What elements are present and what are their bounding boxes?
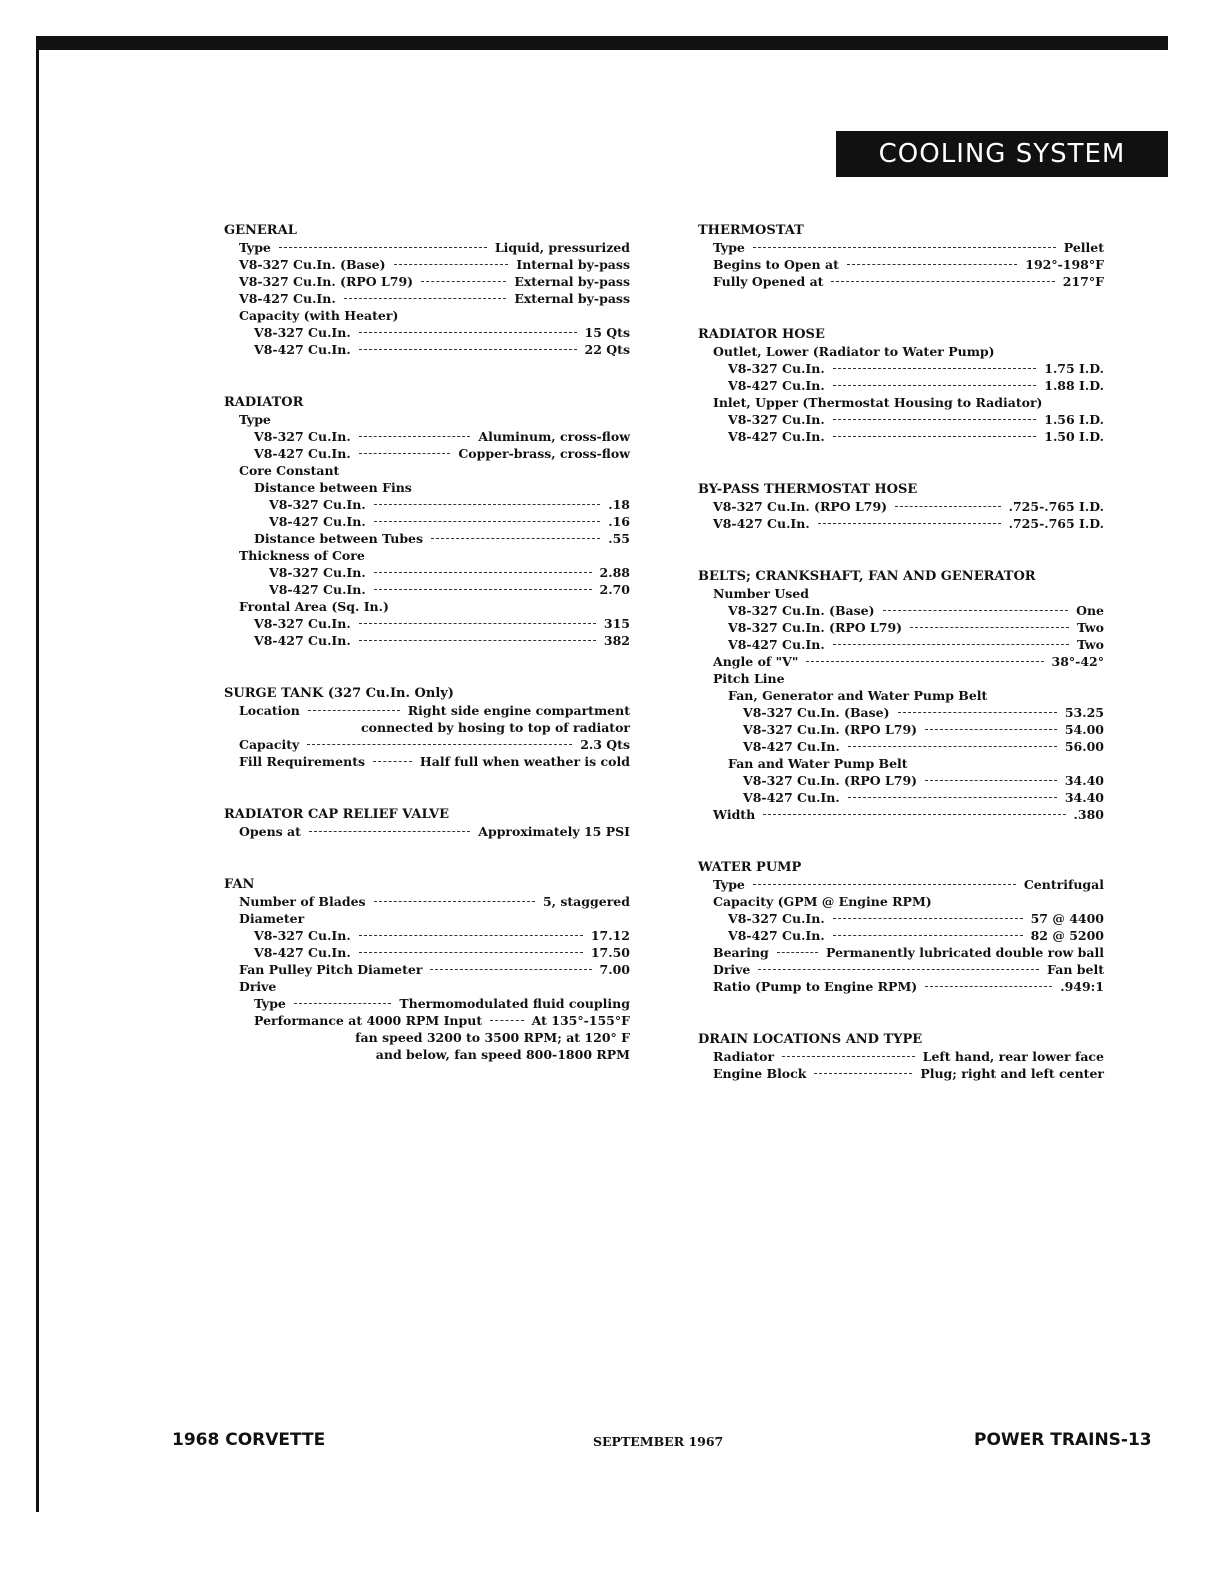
spec-label: Capacity (GPM @ Engine RPM) <box>713 894 932 909</box>
spec-value: Liquid, pressurized <box>494 240 630 255</box>
spec-label: V8-427 Cu.In. <box>254 633 351 648</box>
dot-leader <box>373 761 412 762</box>
spec-value: .949:1 <box>1060 979 1104 994</box>
spec-row <box>224 702 630 719</box>
section <box>698 568 1104 823</box>
spec-row <box>224 564 630 581</box>
spec-row <box>698 772 1104 789</box>
dot-leader <box>782 1056 915 1057</box>
spec-row <box>224 736 630 753</box>
dot-leader <box>374 589 592 590</box>
spec-label: Radiator <box>713 1049 775 1064</box>
spec-label: Drive <box>713 962 751 977</box>
spec-row <box>698 978 1104 995</box>
dot-leader <box>925 780 1057 781</box>
dot-leader <box>777 952 818 953</box>
spec-label: Distance between Fins <box>254 480 412 495</box>
spec-value: 54.00 <box>1064 722 1104 737</box>
dot-leader <box>806 661 1043 662</box>
spec-value: One <box>1076 603 1104 618</box>
spec-row <box>224 411 630 428</box>
spec-row <box>224 290 630 307</box>
spec-label: V8-327 Cu.In. (RPO L79) <box>743 773 918 788</box>
spec-row <box>698 755 1104 772</box>
spec-label: Type <box>239 240 271 255</box>
dot-leader <box>833 918 1023 919</box>
spec-label: Begins to Open at <box>713 257 839 272</box>
spec-row <box>698 428 1104 445</box>
spec-label: V8-327 Cu.In. (RPO L79) <box>743 722 918 737</box>
spec-label: Performance at 4000 RPM Input <box>254 1013 483 1028</box>
spec-value: Two <box>1076 637 1104 652</box>
spec-row <box>224 513 630 530</box>
spec-label: V8-427 Cu.In. <box>728 637 825 652</box>
spec-label: V8-427 Cu.In. <box>728 378 825 393</box>
spec-row <box>698 343 1104 360</box>
dot-leader <box>294 1003 391 1004</box>
spec-label: V8-427 Cu.In. <box>269 514 366 529</box>
spec-label: V8-427 Cu.In. <box>743 790 840 805</box>
dot-leader <box>847 264 1017 265</box>
spec-value: 7.00 <box>599 962 630 977</box>
page-title: COOLING SYSTEM <box>836 131 1168 177</box>
spec-value: 5, staggered <box>542 894 630 909</box>
spec-value: Permanently lubricated double row ball <box>826 945 1104 960</box>
spec-label: V8-427 Cu.In. <box>254 446 351 461</box>
dot-leader <box>279 247 487 248</box>
spec-label: Bearing <box>713 945 769 960</box>
dot-leader <box>898 712 1057 713</box>
section <box>698 481 1104 532</box>
dot-leader <box>833 385 1037 386</box>
dot-leader <box>833 368 1037 369</box>
section <box>224 222 630 358</box>
spec-row <box>698 239 1104 256</box>
dot-leader <box>374 572 592 573</box>
spec-row <box>224 598 630 615</box>
dot-leader <box>833 935 1023 936</box>
spec-label: Location <box>239 703 300 718</box>
spec-value: Fan belt <box>1047 962 1104 977</box>
section-title: RADIATOR CAP RELIEF VALVE <box>224 807 450 822</box>
spec-value: Approximately 15 PSI <box>478 824 630 839</box>
spec-row <box>698 602 1104 619</box>
footer-page-number: POWER TRAINS-13 <box>974 1430 1152 1450</box>
dot-leader <box>359 935 583 936</box>
dot-leader <box>359 952 583 953</box>
spec-row <box>224 479 630 496</box>
spec-label: Fan Pulley Pitch Diameter <box>239 962 423 977</box>
spec-row <box>698 944 1104 961</box>
spec-value: 1.75 I.D. <box>1044 361 1104 376</box>
spec-label: Fully Opened at <box>713 274 824 289</box>
spec-label: V8-327 Cu.In. (Base) <box>728 603 875 618</box>
footer-model: 1968 CORVETTE <box>172 1430 326 1450</box>
spec-value: Plug; right and left center <box>920 1066 1104 1081</box>
spec-label: V8-427 Cu.In. <box>254 945 351 960</box>
spec-label: V8-327 Cu.In. <box>269 497 366 512</box>
spec-value: Left hand, rear lower face <box>922 1049 1104 1064</box>
spec-row <box>224 256 630 273</box>
dot-leader <box>848 797 1057 798</box>
spec-label: Thickness of Core <box>239 548 365 563</box>
spec-value: .16 <box>608 514 630 529</box>
spec-label: Distance between Tubes <box>254 531 424 546</box>
spec-value: External by-pass <box>514 274 630 289</box>
spec-value: 1.88 I.D. <box>1044 378 1104 393</box>
dot-leader <box>818 523 1001 524</box>
spec-label: V8-327 Cu.In. <box>254 928 351 943</box>
spec-label: V8-327 Cu.In. <box>269 565 366 580</box>
dot-leader <box>374 901 535 902</box>
spec-row <box>224 341 630 358</box>
spec-row <box>698 721 1104 738</box>
dot-leader <box>344 298 507 299</box>
spec-value: 192°-198°F <box>1025 257 1104 272</box>
spec-label: Width <box>713 807 756 822</box>
dot-leader <box>753 884 1016 885</box>
spec-label: Ratio (Pump to Engine RPM) <box>713 979 918 994</box>
spec-row <box>224 324 630 341</box>
dot-leader <box>910 627 1069 628</box>
dot-leader <box>814 1073 912 1074</box>
spec-label: V8-327 Cu.In. (Base) <box>239 257 386 272</box>
spec-row <box>698 585 1104 602</box>
spec-value: 2.3 Qts <box>580 737 630 752</box>
spec-label: Number Used <box>713 586 810 601</box>
spec-value: At 135°-155°F <box>531 1013 630 1028</box>
dot-leader <box>359 453 451 454</box>
spec-row <box>698 256 1104 273</box>
dot-leader <box>833 436 1037 437</box>
spec-label: V8-327 Cu.In. <box>728 361 825 376</box>
dot-leader <box>359 436 471 437</box>
spec-label: Pitch Line <box>713 671 785 686</box>
spec-value: Thermomodulated fluid coupling <box>399 996 630 1011</box>
spec-label: V8-327 Cu.In. <box>728 911 825 926</box>
spec-label: Fan and Water Pump Belt <box>728 756 908 771</box>
dot-leader <box>307 744 572 745</box>
section-title: BY-PASS THERMOSTAT HOSE <box>698 482 918 497</box>
section-title: BELTS; CRANKSHAFT, FAN AND GENERATOR <box>698 569 1036 584</box>
spec-value: 15 Qts <box>584 325 630 340</box>
spec-value: 1.50 I.D. <box>1044 429 1104 444</box>
spec-label: V8-427 Cu.In. <box>713 516 810 531</box>
spec-row <box>224 910 630 927</box>
spec-row <box>224 445 630 462</box>
spec-label: V8-327 Cu.In. (Base) <box>743 705 890 720</box>
spec-label: V8-427 Cu.In. <box>728 928 825 943</box>
spec-row <box>698 498 1104 515</box>
spec-row <box>698 411 1104 428</box>
spec-label: V8-327 Cu.In. (RPO L79) <box>713 499 888 514</box>
section-title: GENERAL <box>224 223 297 238</box>
section-title: THERMOSTAT <box>698 223 804 238</box>
spec-row <box>698 1048 1104 1065</box>
spec-row <box>698 704 1104 721</box>
spec-row <box>224 632 630 649</box>
spec-row <box>698 273 1104 290</box>
spec-label: Core Constant <box>239 463 340 478</box>
spec-label: Frontal Area (Sq. In.) <box>239 599 389 614</box>
spec-row <box>698 789 1104 806</box>
spec-value: Right side engine compartment <box>407 703 630 718</box>
section <box>698 326 1104 445</box>
spec-row <box>224 428 630 445</box>
spec-value: 53.25 <box>1064 705 1104 720</box>
spec-row <box>698 961 1104 978</box>
dot-leader <box>359 349 577 350</box>
spec-value: Half full when weather is cold <box>419 754 630 769</box>
dot-leader <box>831 281 1054 282</box>
section-title: DRAIN LOCATIONS AND TYPE <box>698 1032 923 1047</box>
spec-row <box>698 893 1104 910</box>
spec-label: V8-327 Cu.In. (RPO L79) <box>239 274 414 289</box>
spec-value: Copper-brass, cross-flow <box>458 446 630 461</box>
dot-leader <box>833 419 1037 420</box>
footer-date: SEPTEMBER 1967 <box>593 1434 724 1449</box>
spec-value: 315 <box>603 616 630 631</box>
spec-label: V8-427 Cu.In. <box>743 739 840 754</box>
spec-label: Fan, Generator and Water Pump Belt <box>728 688 988 703</box>
spec-row <box>224 927 630 944</box>
dot-leader <box>374 521 601 522</box>
spec-label: Engine Block <box>713 1066 807 1081</box>
dot-leader <box>895 506 1001 507</box>
dot-leader <box>308 710 400 711</box>
spec-value: 2.88 <box>599 565 630 580</box>
spec-row <box>224 615 630 632</box>
spec-label: V8-327 Cu.In. (RPO L79) <box>728 620 903 635</box>
spec-row <box>224 961 630 978</box>
spec-value: .55 <box>608 531 630 546</box>
spec-row <box>224 753 630 770</box>
section-title: SURGE TANK (327 Cu.In. Only) <box>224 686 454 701</box>
spec-row <box>224 944 630 961</box>
dot-leader <box>490 1020 524 1021</box>
spec-value: 2.70 <box>599 582 630 597</box>
spec-value: Aluminum, cross-flow <box>478 429 630 444</box>
spec-row <box>698 619 1104 636</box>
spec-label: V8-327 Cu.In. <box>728 412 825 427</box>
spec-row <box>224 893 630 910</box>
section-title: FAN <box>224 877 255 892</box>
spec-note: fan speed 3200 to 3500 RPM; at 120° F <box>355 1030 630 1045</box>
spec-label: Diameter <box>239 911 305 926</box>
dot-leader <box>374 504 601 505</box>
spec-row <box>698 670 1104 687</box>
spec-row <box>698 515 1104 532</box>
left-rule <box>36 50 39 1512</box>
spec-value: 382 <box>603 633 630 648</box>
spec-row <box>224 462 630 479</box>
spec-label: V8-327 Cu.In. <box>254 429 351 444</box>
spec-row <box>224 530 630 547</box>
section <box>698 1031 1104 1082</box>
dot-leader <box>309 831 470 832</box>
section-title: WATER PUMP <box>698 860 802 875</box>
spec-row <box>224 1012 630 1029</box>
spec-value: Two <box>1076 620 1104 635</box>
spec-label: V8-427 Cu.In. <box>728 429 825 444</box>
spec-label: V8-427 Cu.In. <box>239 291 336 306</box>
dot-leader <box>431 538 600 539</box>
spec-note: connected by hosing to top of radiator <box>361 720 630 735</box>
left-column <box>224 222 630 1063</box>
dot-leader <box>394 264 509 265</box>
section-title: RADIATOR HOSE <box>698 327 825 342</box>
spec-value: .18 <box>608 497 630 512</box>
spec-row <box>224 307 630 324</box>
section <box>698 222 1104 290</box>
section <box>224 394 630 649</box>
spec-label: V8-427 Cu.In. <box>254 342 351 357</box>
spec-row <box>698 636 1104 653</box>
spec-label: Type <box>713 240 745 255</box>
spec-value: Internal by-pass <box>516 257 630 272</box>
dot-leader <box>359 332 577 333</box>
spec-value: 34.40 <box>1064 773 1104 788</box>
spec-value: 57 @ 4400 <box>1030 911 1104 926</box>
spec-value: 17.50 <box>590 945 630 960</box>
spec-row <box>698 653 1104 670</box>
spec-value: .725-.765 I.D. <box>1008 516 1104 531</box>
spec-label: Fill Requirements <box>239 754 366 769</box>
spec-row <box>698 394 1104 411</box>
dot-leader <box>848 746 1057 747</box>
spec-value: 1.56 I.D. <box>1044 412 1104 427</box>
spec-label: Inlet, Upper (Thermostat Housing to Radiator) <box>713 395 1043 410</box>
dot-leader <box>763 814 1065 815</box>
spec-label: V8-327 Cu.In. <box>254 325 351 340</box>
spec-value: 38°-42° <box>1051 654 1104 669</box>
spec-row <box>224 273 630 290</box>
spec-row <box>224 995 630 1012</box>
spec-label: Outlet, Lower (Radiator to Water Pump) <box>713 344 995 359</box>
spec-label: Type <box>713 877 745 892</box>
spec-label: Capacity <box>239 737 300 752</box>
spec-row <box>698 1065 1104 1082</box>
spec-value: 22 Qts <box>584 342 630 357</box>
top-rule <box>36 36 1168 50</box>
spec-label: Type <box>239 412 271 427</box>
dot-leader <box>430 969 591 970</box>
section <box>698 859 1104 995</box>
spec-row <box>698 687 1104 704</box>
spec-row <box>698 377 1104 394</box>
dot-leader <box>833 644 1069 645</box>
spec-label: Opens at <box>239 824 301 839</box>
dot-leader <box>883 610 1069 611</box>
spec-row <box>698 360 1104 377</box>
spec-value: Centrifugal <box>1023 877 1104 892</box>
spec-value: 217°F <box>1062 274 1104 289</box>
spec-row <box>698 876 1104 893</box>
spec-note: and below, fan speed 800-1800 RPM <box>375 1047 630 1062</box>
spec-value: External by-pass <box>514 291 630 306</box>
right-column <box>698 222 1104 1082</box>
spec-row <box>224 823 630 840</box>
spec-value: 17.12 <box>590 928 630 943</box>
spec-value: 56.00 <box>1064 739 1104 754</box>
spec-row <box>698 927 1104 944</box>
spec-row <box>698 806 1104 823</box>
spec-label: V8-427 Cu.In. <box>269 582 366 597</box>
spec-row <box>224 978 630 995</box>
spec-label: V8-327 Cu.In. <box>254 616 351 631</box>
spec-row <box>698 738 1104 755</box>
spec-label: Capacity (with Heater) <box>239 308 399 323</box>
spec-label: Angle of "V" <box>713 654 799 669</box>
spec-value: .725-.765 I.D. <box>1008 499 1104 514</box>
spec-label: Drive <box>239 979 277 994</box>
spec-row <box>224 496 630 513</box>
spec-row <box>224 581 630 598</box>
section-title: RADIATOR <box>224 395 304 410</box>
spec-row <box>224 239 630 256</box>
spec-value: 82 @ 5200 <box>1030 928 1104 943</box>
section <box>224 876 630 1063</box>
spec-label: Number of Blades <box>239 894 366 909</box>
dot-leader <box>925 729 1057 730</box>
dot-leader <box>925 986 1052 987</box>
spec-value: .380 <box>1073 807 1104 822</box>
spec-row <box>698 910 1104 927</box>
dot-leader <box>359 640 596 641</box>
dot-leader <box>421 281 506 282</box>
dot-leader <box>753 247 1056 248</box>
spec-row <box>224 547 630 564</box>
section <box>224 685 630 770</box>
dot-leader <box>359 623 596 624</box>
spec-label: Type <box>254 996 286 1011</box>
section <box>224 806 630 840</box>
spec-value: 34.40 <box>1064 790 1104 805</box>
dot-leader <box>758 969 1039 970</box>
spec-value: Pellet <box>1063 240 1104 255</box>
